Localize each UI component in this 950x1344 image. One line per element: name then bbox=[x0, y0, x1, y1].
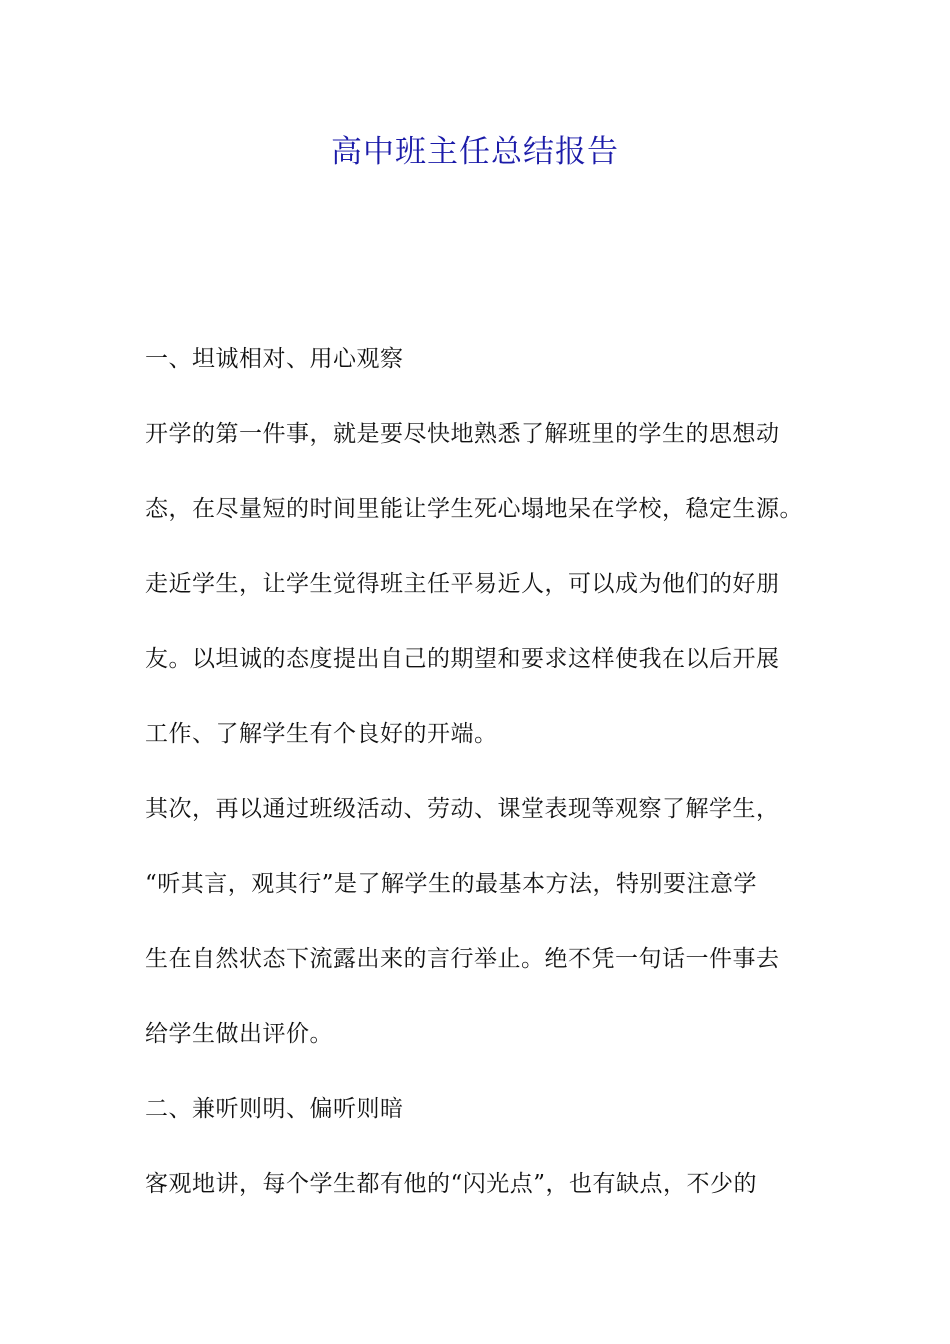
document-body bbox=[145, 338, 835, 1238]
paragraph-line: “听其言，观其行”是了解学生的最基本方法，特别要注意学 bbox=[145, 871, 758, 897]
paragraph-line: 态，在尽量短的时间里能让学生死心塌地呆在学校，稳定生源。 bbox=[145, 496, 803, 522]
section-heading: 一、坦诚相对、用心观察 bbox=[145, 346, 404, 372]
paragraph-line: 工作、了解学生有个良好的开端。 bbox=[145, 721, 498, 747]
paragraph-line: 走近学生，让学生觉得班主任平易近人，可以成为他们的好朋 bbox=[145, 571, 780, 597]
paragraph-line: 友。以坦诚的态度提出自己的期望和要求这样使我在以后开展 bbox=[145, 646, 780, 672]
paragraph-line: 客观地讲，每个学生都有他的“闪光点”，也有缺点，不少的 bbox=[145, 1171, 758, 1197]
paragraph-line: 开学的第一件事，就是要尽快地熟悉了解班里的学生的思想动 bbox=[145, 421, 780, 447]
document-title: 高中班主任总结报告 bbox=[331, 134, 619, 170]
paragraph-line: 给学生做出评价。 bbox=[145, 1021, 333, 1047]
section-heading: 二、兼听则明、偏听则暗 bbox=[145, 1096, 404, 1122]
paragraph-line: 生在自然状态下流露出来的言行举止。绝不凭一句话一件事去 bbox=[145, 946, 780, 972]
paragraph-line: 其次，再以通过班级活动、劳动、课堂表现等观察了解学生， bbox=[145, 796, 780, 822]
